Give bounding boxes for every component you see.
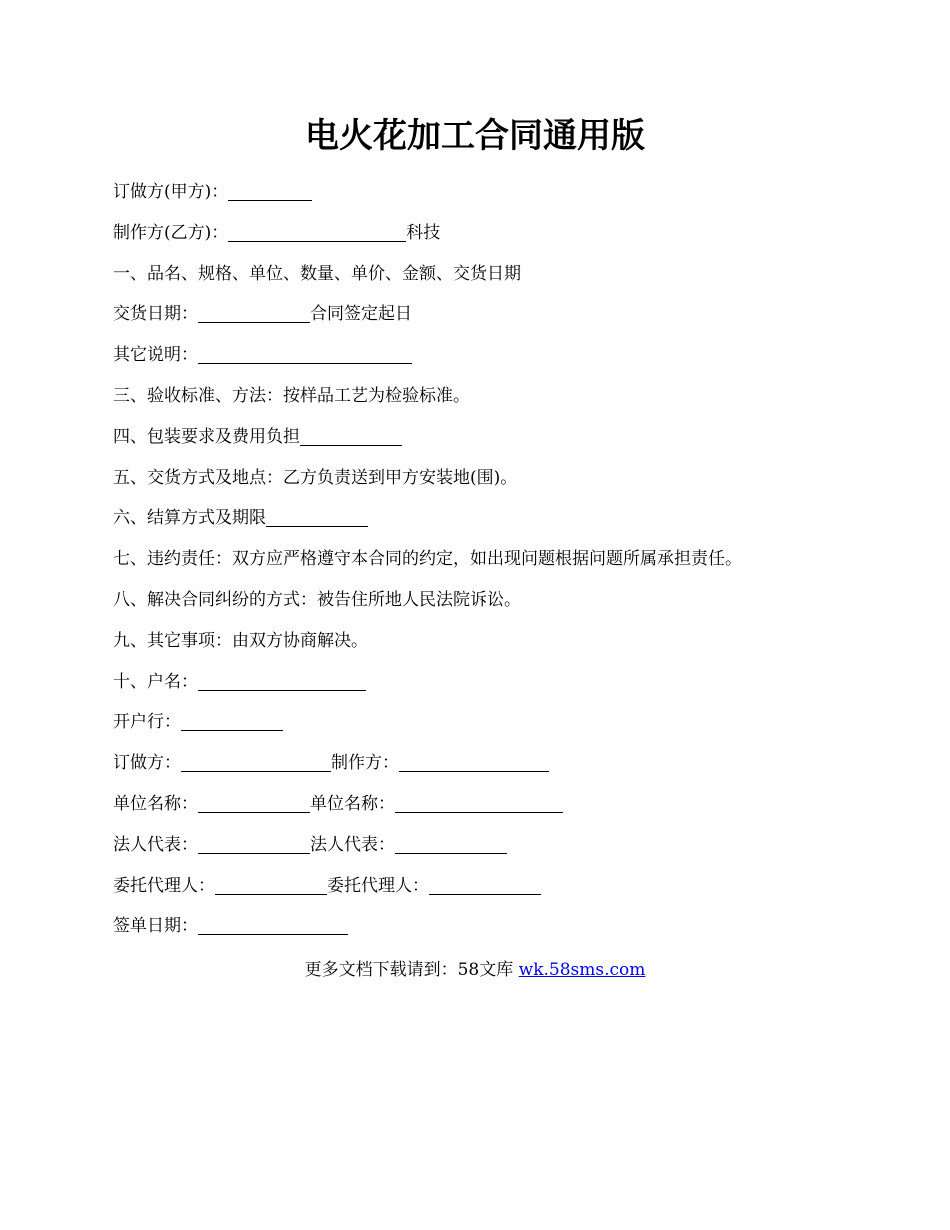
maker-line xyxy=(113,219,853,260)
document-title: 电火花加工合同通用版 xyxy=(305,116,645,156)
item4-line xyxy=(113,423,853,464)
item3-text: 三、验收标准、方法：按样品工艺为检验标准。 xyxy=(113,385,470,406)
sig-maker-blank xyxy=(399,751,549,772)
legal-rep-b-blank xyxy=(395,833,507,854)
footer-text: 更多文档下载请到：58文库 xyxy=(304,960,519,980)
sign-date-blank xyxy=(198,914,348,935)
orderer-blank xyxy=(228,180,312,201)
item5-line xyxy=(113,464,853,505)
sig-orderer-label: 订做方： xyxy=(113,753,181,774)
item7-line xyxy=(113,545,853,586)
sign-date-label: 签单日期： xyxy=(113,916,198,937)
document-body xyxy=(113,178,853,953)
unit-name-a-blank xyxy=(198,792,310,813)
orderer-line xyxy=(113,178,853,219)
account-name-blank xyxy=(198,670,366,691)
legal-rep-line xyxy=(113,831,853,872)
sig-maker-label: 制作方： xyxy=(331,753,399,774)
delivery-date-label: 交货日期： xyxy=(113,304,198,325)
unit-name-b-blank xyxy=(395,792,563,813)
item10-line xyxy=(113,668,853,709)
delivery-date-suffix: 合同签定起日 xyxy=(310,304,412,325)
item1-line xyxy=(113,260,853,301)
delivery-date-blank xyxy=(198,302,310,323)
maker-blank xyxy=(228,221,406,242)
agent-a-label: 委托代理人： xyxy=(113,875,215,896)
item9-line xyxy=(113,627,853,668)
item4-text: 四、包装要求及费用负担 xyxy=(113,426,300,447)
maker-suffix: 科技 xyxy=(406,222,441,243)
delivery-date-line xyxy=(113,300,853,341)
item1-text: 一、品名、规格、单位、数量、单价、金额、交货日期 xyxy=(113,263,521,284)
legal-rep-a-label: 法人代表： xyxy=(113,834,198,855)
unit-name-a-label: 单位名称： xyxy=(113,793,198,814)
other-notes-line xyxy=(113,341,853,382)
item6-blank xyxy=(266,506,368,527)
maker-label: 制作方(乙方)： xyxy=(113,222,229,243)
bank-blank xyxy=(181,710,283,731)
agent-line xyxy=(113,872,853,913)
item9-text: 九、其它事项：由双方协商解决。 xyxy=(113,630,368,651)
signature-parties-line xyxy=(113,749,853,790)
legal-rep-b-label: 法人代表： xyxy=(310,834,395,855)
unit-name-b-label: 单位名称： xyxy=(310,793,395,814)
other-notes-label: 其它说明： xyxy=(113,345,198,366)
bank-line xyxy=(113,708,853,749)
item8-line xyxy=(113,586,853,627)
item3-line xyxy=(113,382,853,423)
sign-date-line xyxy=(113,912,853,953)
footer xyxy=(0,956,950,984)
legal-rep-a-blank xyxy=(198,833,310,854)
unit-name-line xyxy=(113,790,853,831)
other-notes-blank xyxy=(198,343,412,364)
item7-text: 七、违约责任：双方应严格遵守本合同的约定，如出现问题根据问题所属承担责任。 xyxy=(113,549,742,570)
item6-text: 六、结算方式及期限 xyxy=(113,508,266,529)
bank-label: 开户行： xyxy=(113,712,181,733)
item4-blank xyxy=(300,425,402,446)
item5-text: 五、交货方式及地点：乙方负责送到甲方安装地(围)。 xyxy=(113,467,518,488)
agent-b-label: 委托代理人： xyxy=(327,875,429,896)
item6-line xyxy=(113,504,853,545)
agent-b-blank xyxy=(429,874,541,895)
item8-text: 八、解决合同纠纷的方式：被告住所地人民法院诉讼。 xyxy=(113,589,521,610)
orderer-label: 订做方(甲方)： xyxy=(113,182,229,202)
footer-link[interactable]: wk.58sms.com xyxy=(518,960,646,980)
agent-a-blank xyxy=(215,874,327,895)
item10-label: 十、户名： xyxy=(113,671,198,692)
sig-orderer-blank xyxy=(181,751,331,772)
